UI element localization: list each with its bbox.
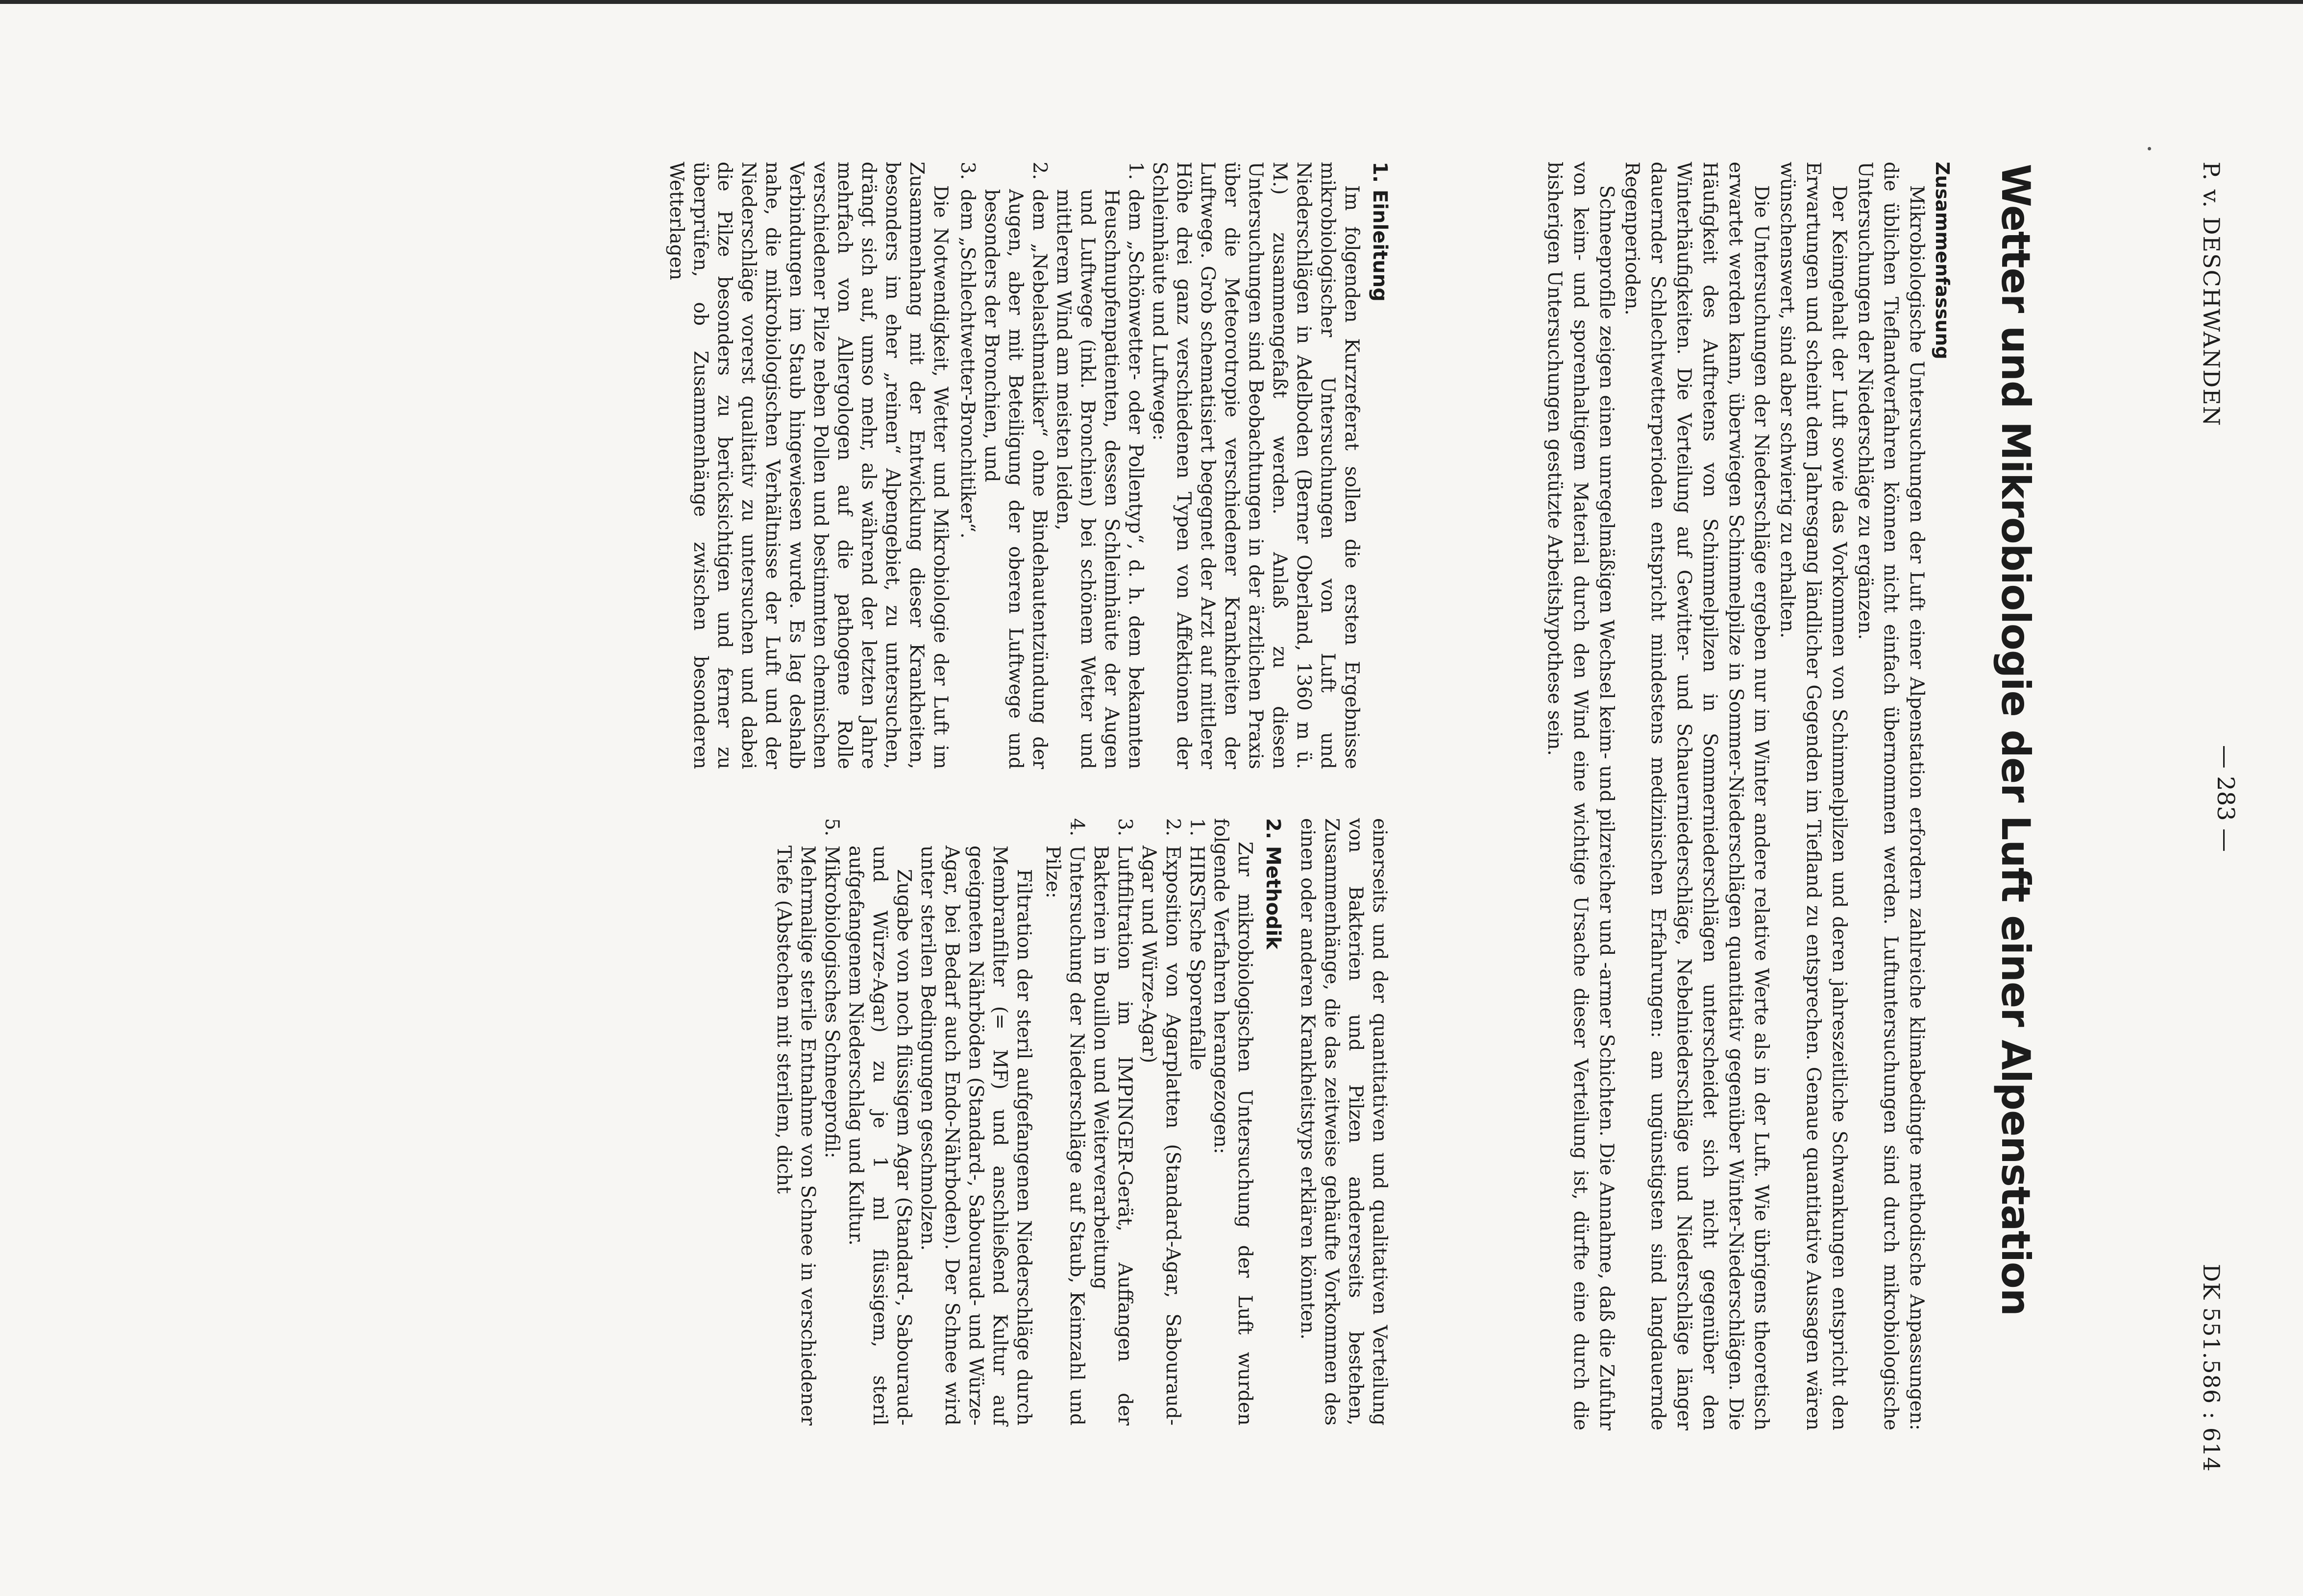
agar-addition-paragraph: Zugabe von noch flüssigem Agar (Standard-, Sabouraud- und Würze-Agar) zu je 1 ml flüssigem, steril aufgefangenem Niederschlag und Kultur. xyxy=(845,846,915,1426)
speck-mark xyxy=(2148,147,2151,150)
abstract-block xyxy=(1541,162,1955,1430)
left-column xyxy=(664,162,1392,769)
methods-list xyxy=(1041,818,1209,1426)
abstract-paragraph: Die Untersuchungen der Niederschläge ergeben nur im Winter andere relative Werte als in der Luft. Wie übrigens theoretisch erwartet werden kann, überwiegen Schimmelpilze in Sommer-Niederschlägen quantitativ gegenüber Winter-Niederschlägen. Die Häufigkeit des Auftretens von Schimmelpilzen in Sommerniederschlägen unterscheidet sich nicht gegenüber den Winterhäufigkeiten. Die Verteilung auf Gewitter- und Schauerniederschläge, Nebelniederschläge und Niederschläge länger dauernder Schlechtwetterperioden entspricht mindestens medizinischen Erfahrungen: am ungünstigsten sind langdauernde Regenperioden. xyxy=(1621,162,1773,1430)
section-heading-methodik: 2. Methodik xyxy=(1262,818,1284,949)
methods-list-continued xyxy=(820,818,844,1426)
page-number: — 283 — xyxy=(2212,745,2239,852)
dk-classification: DK 551.586 : 614 xyxy=(2198,1264,2225,1472)
abstract-paragraph: Schneeprofile zeigen einen unregelmäßigen Wechsel keim- und pilzreicher und -armer Schichten. Die Annahme, daß die Zufuhr von keim- und sporenhaltigem Material durch den Wind eine wichtige Ursache dieser Verteilung ist, dürfte eine durch die bisherigen Untersuchungen gestützte Arbeitshypothese sein. xyxy=(1544,162,1617,1430)
list-item: 1. HIRSTsche Sporenfalle xyxy=(1186,818,1208,1070)
einleitung-closing: Die Notwendigkeit, Wetter und Mikrobiologie der Luft im Zusammenhang mit der Entwicklung dieser Krankheiten, besonders im eher „reinen“ Alpengebiet, zu untersuchen, drängt sich auf, umso mehr, als während der letzten Jahre mehrfach von Allergologen auf die pathogene Rolle verschiedener Pilze neben Pollen und bestimmten chemischen Verbindungen im Staub hingewiesen wurde. Es lag deshalb nahe, die mikrobiologischen Verhältnisse der Luft und der Niederschläge vorerst qualitativ zu untersuchen und dabei die Pilze besonders zu berücksichtigen und ferner zu überprüfen, ob Zusammenhänge zwischen besonderen Wetterlagen xyxy=(665,162,952,769)
list-item: 1. dem „Schönwetter- oder Pollentyp“, d. h. dem bekannten Heuschnupfenpatienten, dessen Schleimhäute der Augen und Luftwege (inkl. Bronchien) bei schönem Wetter und mittlerem Wind am meisten leiden, xyxy=(1053,162,1147,769)
list-item: 2. dem „Nebelasthmatiker“ ohne Bindehautentzündung der Augen, aber mit Beteiligung der oberen Luftwege und besonders der Bronchien, und xyxy=(980,162,1051,769)
author-name: P. v. DESCHWANDEN xyxy=(2198,162,2225,427)
affection-types-list xyxy=(956,162,1148,769)
list-item: 2. Exposition von Agarplatten (Standard-Agar, Sabouraud-Agar und Würze-Agar) xyxy=(1138,818,1184,1426)
article-title: Wetter und Mikrobiologie der Luft einer Alpenstation xyxy=(1993,164,2038,1316)
list-item: 3. Luftfiltration im IMPINGER-Gerät, Auffangen der Bakterien in Bouillon und Weiterverarbeitung xyxy=(1090,818,1136,1426)
snow-profile-paragraph: Mehrmalige sterile Entnahme von Schnee in verschiedener Tiefe (Abstechen mit sterilem, dicht xyxy=(773,846,819,1426)
section-heading-einleitung: 1. Einleitung xyxy=(1369,162,1391,302)
abstract-paragraph: Der Keimgehalt der Luft sowie das Vorkommen von Schimmelpilzen und deren jahreszeitliche Schwankungen entspricht den Erwartungen und scheint dem Jahresgang ländlicher Gegenden im Tiefland zu entsprechen. Genaue quantitative Aussagen wären wünschenswert, sind aber schwierig zu erhalten. xyxy=(1776,162,1850,1430)
continuation-paragraph: einerseits und der quantitativen und qualitativen Verteilung von Bakterien und Pilzen andererseits bestehen, Zusammenhänge, die das zeitweise gehäufte Vorkommen des einen oder anderen Krankheitstyps erklären könnten. xyxy=(1297,818,1391,1426)
methodik-intro: Zur mikrobiologischen Untersuchung der Luft wurden folgende Verfahren herangezogen: xyxy=(1210,818,1256,1426)
list-item: 4. Untersuchung der Niederschläge auf Staub, Keimzahl und Pilze: xyxy=(1042,818,1088,1426)
right-column xyxy=(772,818,1392,1426)
einleitung-intro: Im folgenden Kurzreferat sollen die ersten Ergebnisse mikrobiologischer Untersuchungen von Luft und Niederschlägen in Adelboden (Berner Oberland, 1360 m ü. M.) zusammengefaßt werden. Anlaß zu diesen Untersuchungen sind Beobachtungen in der ärztlichen Praxis über die Meteorotropie verschiedener Krankheiten der Luftwege. Grob schematisiert begegnet der Arzt auf mittlerer Höhe drei ganz verschiedenen Typen von Affektionen der Schleimhäute und Luftwege: xyxy=(1149,162,1363,769)
list-item: 3. dem „Schlechtwetter-Bronchitiker“. xyxy=(956,162,979,539)
membrane-filter-paragraph: Filtration der steril aufgefangenen Niederschläge durch Membranfilter (= MF) und anschließend Kultur auf geeigneten Nährböden (Standard-, Sabouraud- und Würze-Agar, bei Bedarf auch Endo-Nährboden). Der Schnee wird unter sterilen Bedingungen geschmolzen. xyxy=(917,846,1035,1426)
abstract-paragraph: Mikrobiologische Untersuchungen der Luft einer Alpenstation erfordern zahlreiche klimabedingte methodische Anpassungen: die üblichen Tieflandverfahren können nicht einfach übernommen werden. Luftuntersuchungen sind durch mikrobiologische Untersuchungen der Niederschläge zu ergänzen. xyxy=(1854,162,1928,1430)
abstract-heading: Zusammenfassung xyxy=(1932,162,1953,360)
list-item: 5. Mikrobiologisches Schneeprofil: xyxy=(821,818,843,1159)
